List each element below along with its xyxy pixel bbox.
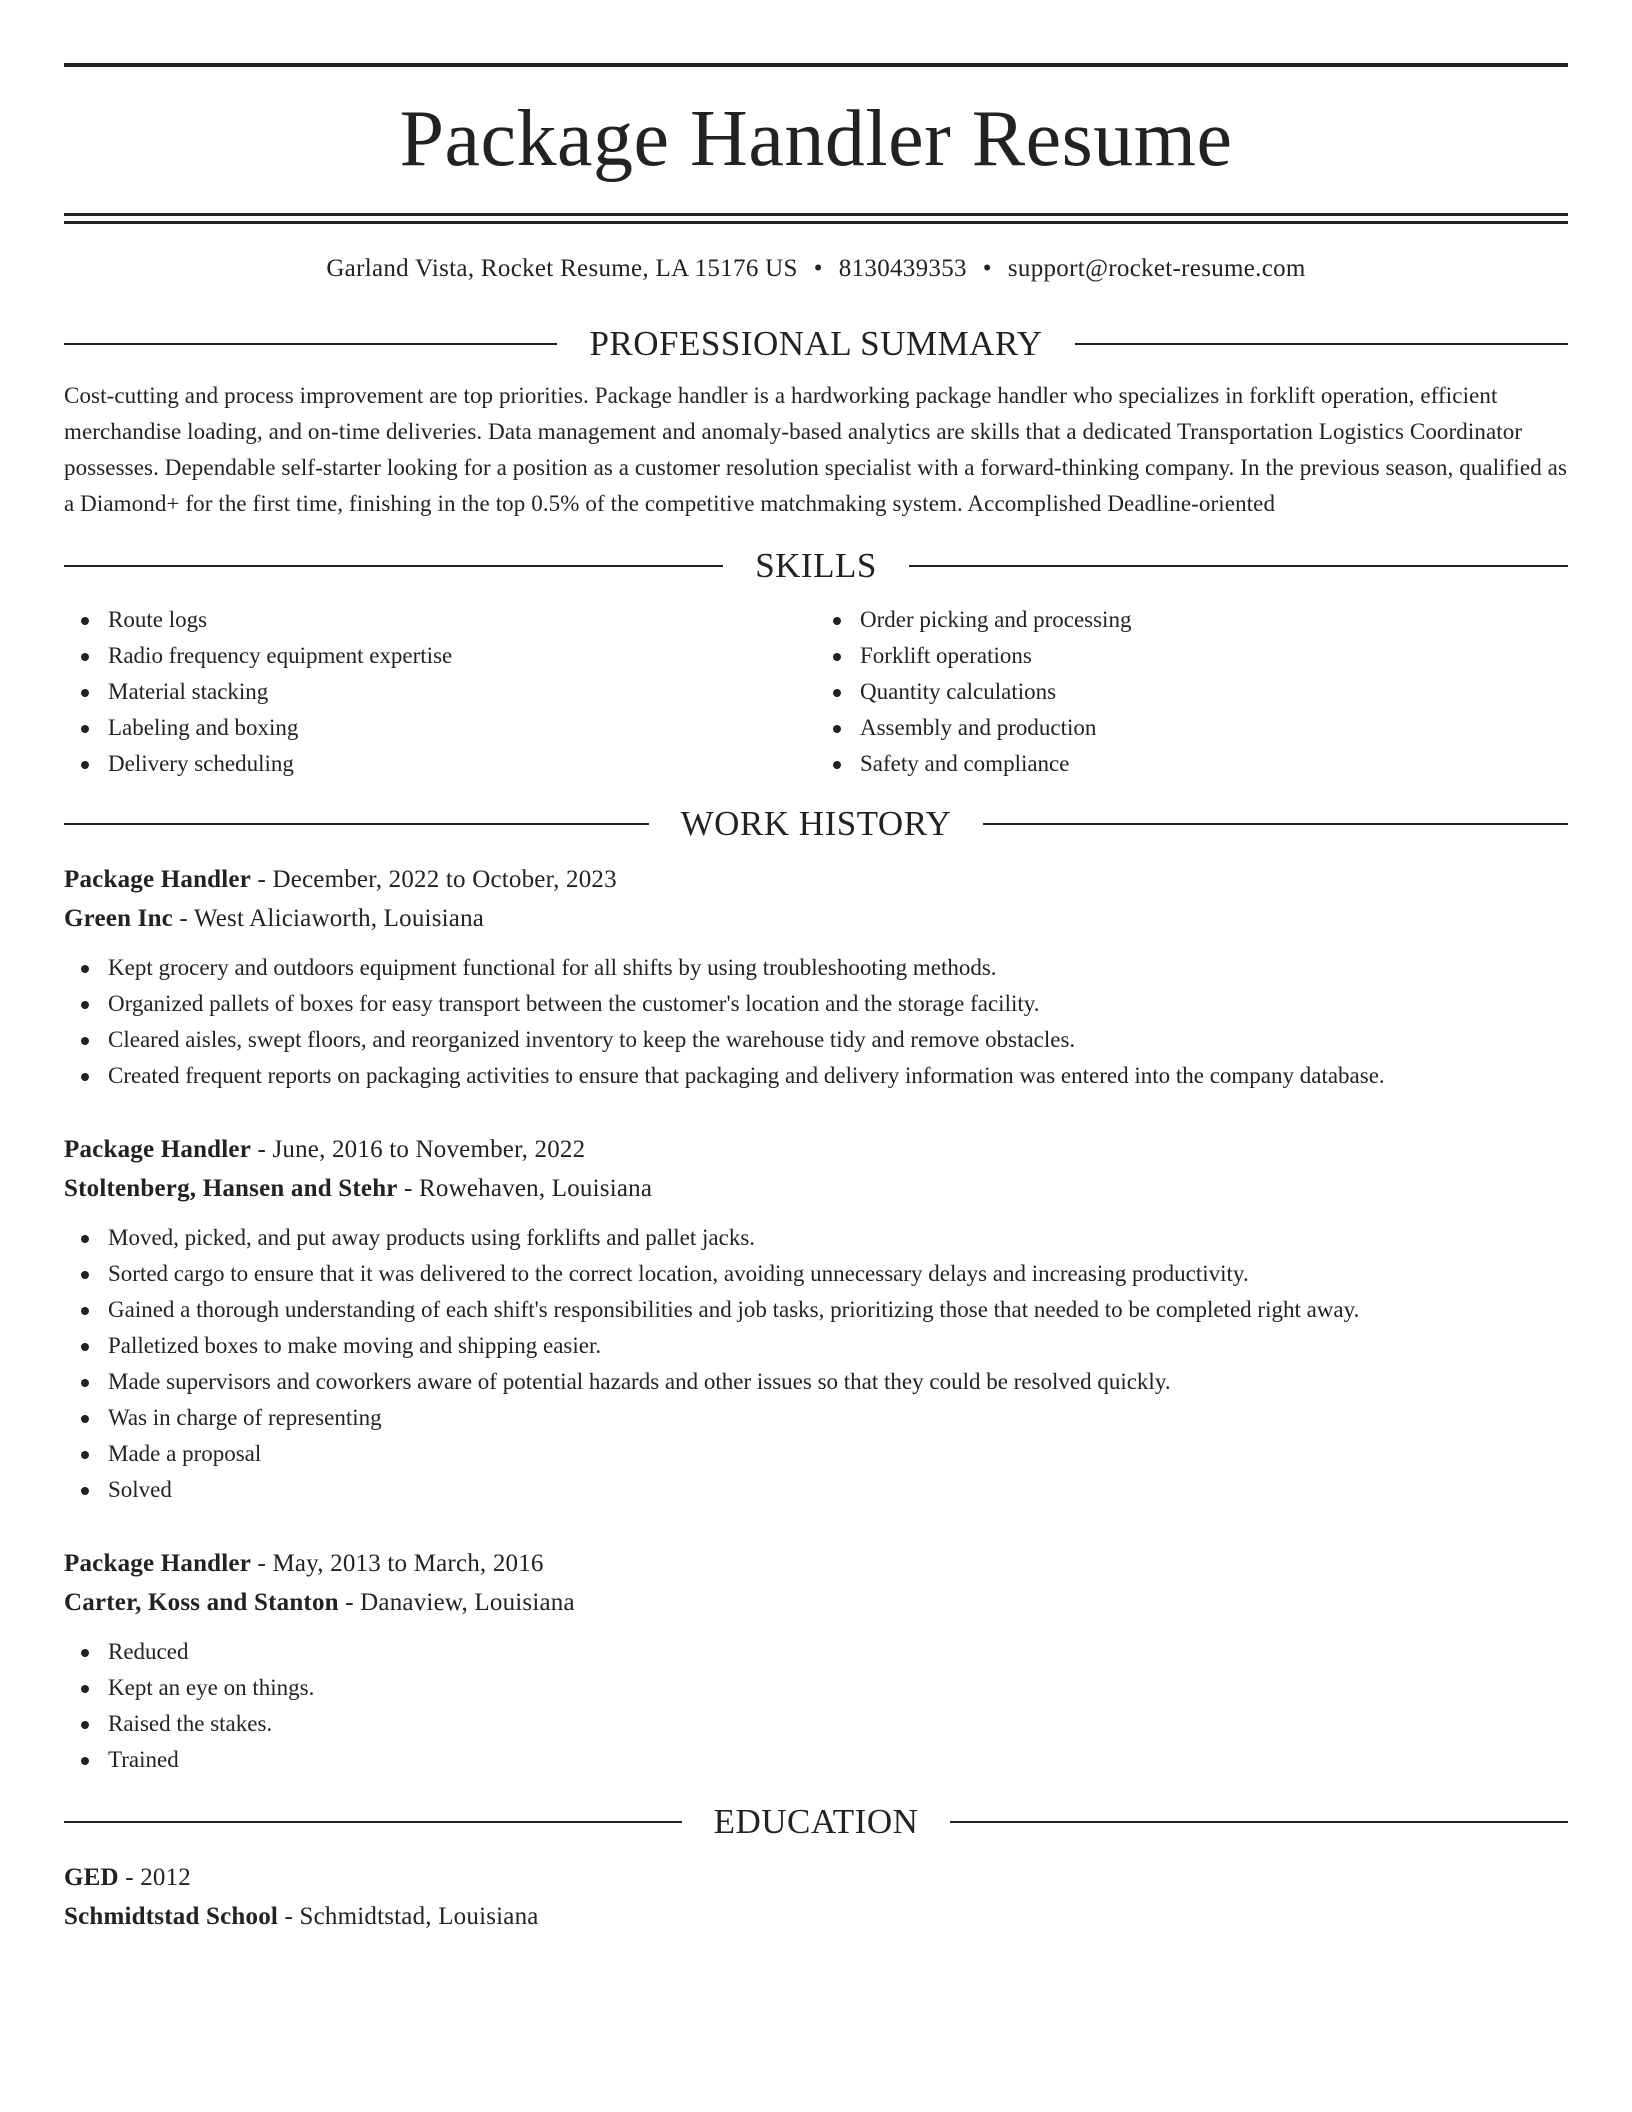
title-double-rule: [64, 213, 1568, 224]
job-dates: - May, 2013 to March, 2016: [251, 1550, 544, 1577]
section-header-work: [64, 804, 1568, 844]
job-bullet: Solved: [108, 1472, 1568, 1508]
section-title-work: WORK HISTORY: [680, 804, 952, 843]
job-role: Package Handler: [64, 1550, 252, 1577]
job-bullet: Made a proposal: [108, 1436, 1568, 1472]
skill-item: Safety and compliance: [860, 746, 1568, 782]
job-bullet: Moved, picked, and put away products using forklifts and pallet jacks.: [108, 1220, 1568, 1256]
skill-item: Forklift operations: [860, 638, 1568, 674]
contact-phone: 8130439353: [838, 255, 967, 282]
job-location: - Rowehaven, Louisiana: [397, 1175, 653, 1202]
section-title-skills: SKILLS: [755, 546, 877, 585]
skill-item: Assembly and production: [860, 710, 1568, 746]
section-title-summary: PROFESSIONAL SUMMARY: [589, 324, 1043, 363]
education-school: Schmidtstad School: [64, 1903, 279, 1930]
job-dates: - June, 2016 to November, 2022: [251, 1136, 586, 1163]
education-degree-line: [64, 1858, 1568, 1897]
job-company-line: [64, 1583, 1568, 1622]
job-bullet: Was in charge of representing: [108, 1400, 1568, 1436]
skill-item: Delivery scheduling: [108, 746, 816, 782]
education-year: - 2012: [118, 1864, 192, 1891]
contact-separator: •: [982, 255, 992, 282]
divider-line: [983, 823, 1568, 825]
job-entry: [64, 1544, 1568, 1778]
education-entry: [64, 1858, 1568, 1936]
skills-columns: [64, 602, 1568, 782]
job-role: Package Handler: [64, 866, 252, 893]
job-bullet: Organized pallets of boxes for easy transport between the customer's location and the storage facility.: [108, 986, 1568, 1022]
divider-line: [64, 823, 649, 825]
skill-item: Order picking and processing: [860, 602, 1568, 638]
job-bullet: Trained: [108, 1742, 1568, 1778]
job-bullet: Kept an eye on things.: [108, 1670, 1568, 1706]
resume-title: Package Handler Resume: [399, 95, 1233, 183]
education-degree: GED: [64, 1864, 119, 1891]
divider-line: [64, 565, 723, 567]
job-bullet: Made supervisors and coworkers aware of potential hazards and other issues so that they could be resolved quickly.: [108, 1364, 1568, 1400]
skill-item: Route logs: [108, 602, 816, 638]
section-title-education: EDUCATION: [713, 1802, 919, 1841]
contact-separator: •: [813, 255, 823, 282]
skill-item: Radio frequency equipment expertise: [108, 638, 816, 674]
job-title-line: [64, 1130, 1568, 1169]
job-bullet: Created frequent reports on packaging activities to ensure that packaging and delivery information was entered into the company database.: [108, 1058, 1568, 1094]
job-bullets: [64, 950, 1568, 1094]
section-header-skills: [64, 546, 1568, 586]
summary-text: Cost-cutting and process improvement are top priorities. Package handler is a hardworking package handler who specializes in forklift operation, efficient merchandise loading, and on-time deliveries. Data management and anomaly-based analytics are skills that a dedicated Transportation Logistics Coordinator possesses. Dependable self-starter looking for a position as a customer resolution specialist with a forward-thinking company. In the previous season, qualified as a Diamond+ for the first time, finishing in the top 0.5% of the competitive matchmaking system. Accomplished Deadline-oriented: [64, 383, 1568, 516]
job-dates: - December, 2022 to October, 2023: [251, 866, 617, 893]
job-location: - West Aliciaworth, Louisiana: [172, 905, 485, 932]
skills-list-right: [816, 602, 1568, 782]
top-rule: [64, 63, 1568, 67]
job-entry: [64, 1130, 1568, 1508]
job-bullet: Gained a thorough understanding of each shift's responsibilities and job tasks, prioritizing those that needed to be completed right away.: [108, 1292, 1568, 1328]
job-title-line: [64, 860, 1568, 899]
contact-email[interactable]: support@rocket-resume.com: [1007, 255, 1306, 282]
job-title-line: [64, 1544, 1568, 1583]
contact-address: Garland Vista, Rocket Resume, LA 15176 US: [326, 255, 798, 282]
skill-item: Labeling and boxing: [108, 710, 816, 746]
skill-item: Material stacking: [108, 674, 816, 710]
job-company-line: [64, 899, 1568, 938]
job-company: Carter, Koss and Stanton: [64, 1589, 339, 1616]
section-header-education: [64, 1802, 1568, 1842]
job-bullet: Palletized boxes to make moving and shipping easier.: [108, 1328, 1568, 1364]
job-company: Green Inc: [64, 905, 173, 932]
job-company: Stoltenberg, Hansen and Stehr: [64, 1175, 398, 1202]
job-bullet: Reduced: [108, 1634, 1568, 1670]
education-location: - Schmidtstad, Louisiana: [278, 1903, 539, 1930]
job-entry: [64, 860, 1568, 1094]
divider-line: [64, 1821, 682, 1823]
job-bullet: Kept grocery and outdoors equipment functional for all shifts by using troubleshooting methods.: [108, 950, 1568, 986]
job-bullets: [64, 1634, 1568, 1778]
education-school-line: [64, 1897, 1568, 1936]
job-bullet: Cleared aisles, swept floors, and reorganized inventory to keep the warehouse tidy and remove obstacles.: [108, 1022, 1568, 1058]
divider-line: [950, 1821, 1568, 1823]
skills-list-left: [64, 602, 816, 782]
divider-line: [1075, 343, 1568, 345]
job-bullet: Raised the stakes.: [108, 1706, 1568, 1742]
skill-item: Quantity calculations: [860, 674, 1568, 710]
divider-line: [909, 565, 1568, 567]
job-bullets: [64, 1220, 1568, 1508]
job-role: Package Handler: [64, 1136, 252, 1163]
divider-line: [64, 343, 557, 345]
job-location: - Danaview, Louisiana: [338, 1589, 575, 1616]
section-header-summary: [64, 324, 1568, 364]
job-bullet: Sorted cargo to ensure that it was delivered to the correct location, avoiding unnecessary delays and increasing productivity.: [108, 1256, 1568, 1292]
job-company-line: [64, 1169, 1568, 1208]
contact-line: [64, 254, 1568, 284]
